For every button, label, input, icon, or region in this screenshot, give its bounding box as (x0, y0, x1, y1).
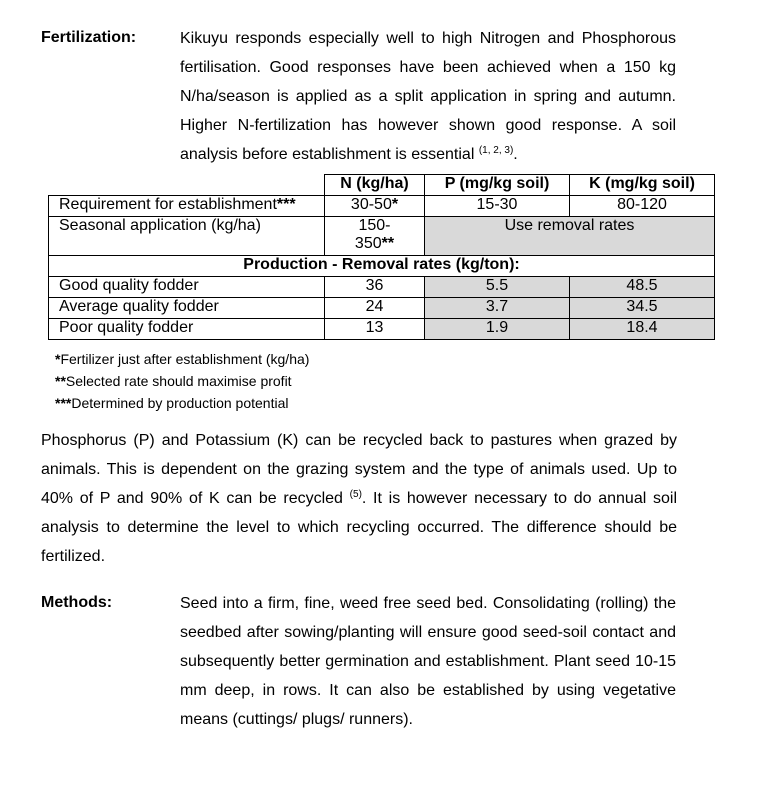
cell-k: 48.5 (570, 277, 715, 298)
header-p: P (mg/kg soil) (425, 175, 570, 196)
cell-n: 150- 350** (325, 217, 425, 256)
cell-n: 13 (325, 319, 425, 340)
footnotes (55, 348, 309, 414)
fertilization-paragraph (180, 24, 676, 169)
nutrient-table (48, 174, 715, 340)
cell-p: 1.9 (425, 319, 570, 340)
row-label: Poor quality fodder (49, 319, 325, 340)
table-row (49, 217, 715, 256)
cell-n: 24 (325, 298, 425, 319)
table-row (49, 277, 715, 298)
fertilization-end: . (513, 146, 518, 163)
row-label: Good quality fodder (49, 277, 325, 298)
recycling-text-before: Phosphorus (P) and Potassium (K) can be recycled back to pastures when grazed by animals. This is dependent on the grazing system and the type of animals used. Up to 40% of P and 90% of K can be recycled (41, 432, 677, 507)
row-label: Seasonal application (kg/ha) (49, 217, 325, 256)
cell-pk: Use removal rates (425, 217, 715, 256)
cell-p: 3.7 (425, 298, 570, 319)
table-subheader-row (49, 256, 715, 277)
footnote: *Fertilizer just after establishment (kg/ha) (55, 351, 310, 367)
cell-p: 15-30 (425, 196, 570, 217)
cell-p: 5.5 (425, 277, 570, 298)
recycling-reference: (5) (349, 489, 362, 500)
cell-k: 18.4 (570, 319, 715, 340)
methods-heading: Methods: (41, 594, 113, 611)
fertilization-reference: (1, 2, 3) (478, 145, 514, 156)
row-label: Requirement for establishment*** (49, 196, 325, 217)
recycling-text-after: . It is however necessary to do annual soil analysis to determine the level to which recycling occurred. The difference should be fertilized. (41, 490, 677, 565)
fertilization-text: Kikuyu responds especially well to high Nitrogen and Phosphorous fertilisation. Good responses have been achieved when a 150 kg N/ha/season is applied as a split application in spring and autumn. Higher N-fertilization has however shown good response. A soil analysis before establishment is essential (180, 30, 676, 163)
footnote: **Selected rate should maximise profit (55, 373, 292, 389)
cell-k: 80-120 (570, 196, 715, 217)
cell-n: 30-50* (325, 196, 425, 217)
methods-paragraph: Seed into a firm, fine, weed free seed bed. Consolidating (rolling) the seedbed after sowing/planting will ensure good seed-soil contact and subsequently better germination and establishment. Plant seed 10-15 mm deep, in rows. It can also be established by using vegetative means (cuttings/ plugs/ runners). (180, 595, 676, 728)
table-row (49, 319, 715, 340)
production-subheader: Production - Removal rates (kg/ton): (49, 256, 715, 277)
row-label: Average quality fodder (49, 298, 325, 319)
header-k: K (mg/kg soil) (570, 175, 715, 196)
table-row (49, 196, 715, 217)
table-header-row (49, 175, 715, 196)
footnote: ***Determined by production potential (55, 395, 289, 411)
table-corner-cell (49, 175, 325, 196)
cell-k: 34.5 (570, 298, 715, 319)
recycling-paragraph (41, 426, 677, 571)
cell-n: 36 (325, 277, 425, 298)
header-n: N (kg/ha) (325, 175, 425, 196)
table-row (49, 298, 715, 319)
fertilization-heading: Fertilization: (41, 29, 137, 46)
